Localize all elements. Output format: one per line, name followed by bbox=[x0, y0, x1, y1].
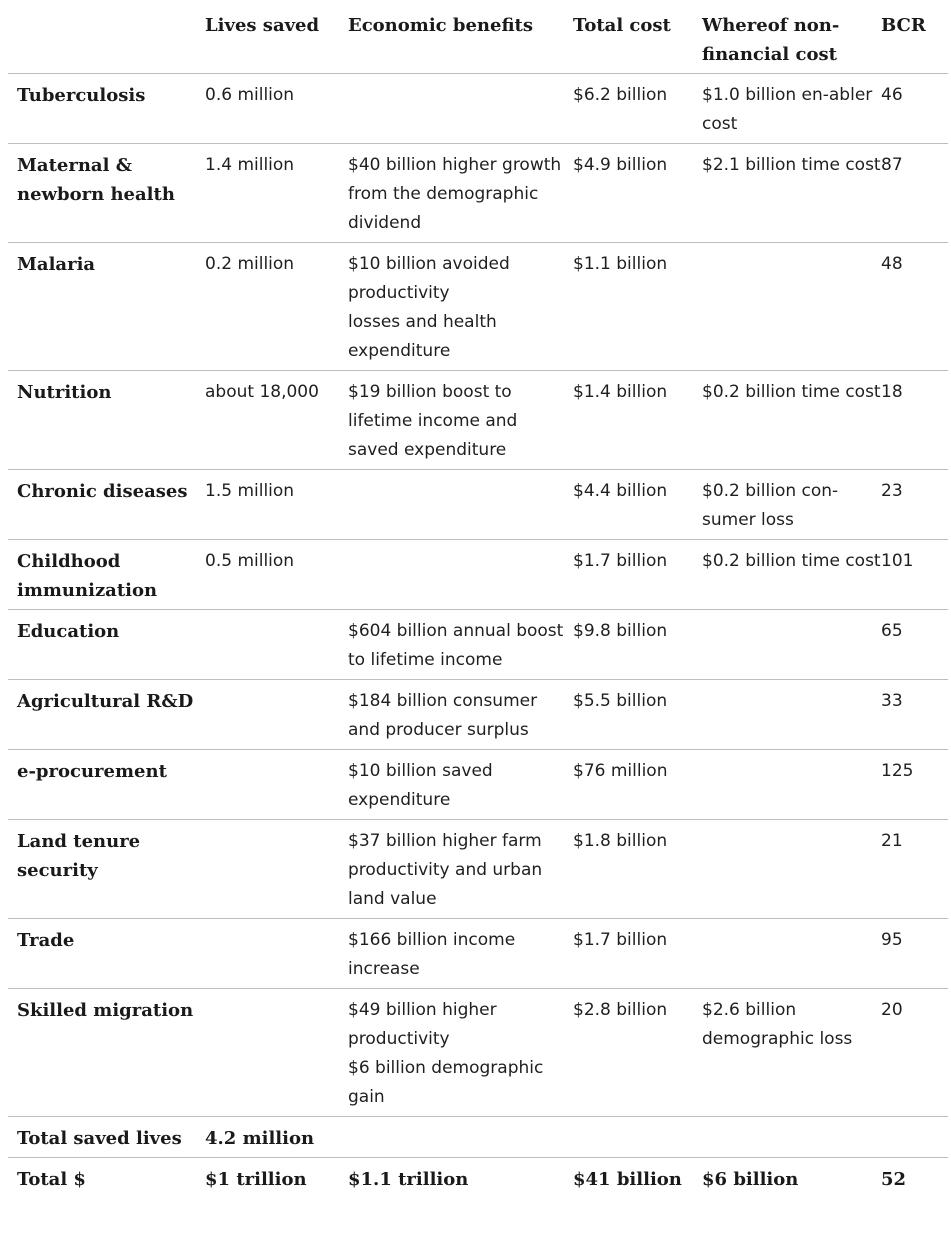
non-financial-cost-cell: $1.0 billion en-abler cost bbox=[702, 85, 873, 134]
total-cost-cell: $2.8 billion bbox=[573, 1000, 668, 1020]
economic-benefits-cell bbox=[348, 243, 573, 371]
total-dollars-row bbox=[8, 1158, 948, 1199]
total-cost-cell: $1.1 billion bbox=[573, 254, 668, 274]
table-row bbox=[8, 820, 948, 919]
lives-saved-cell bbox=[205, 820, 348, 919]
total-saved-lives-value: 4.2 million bbox=[205, 1128, 315, 1149]
economic-benefits-cell bbox=[348, 540, 573, 610]
non-financial-cost-cell bbox=[702, 820, 881, 919]
total-cost-cell: $76 million bbox=[573, 761, 668, 781]
non-financial-cost-cell bbox=[702, 919, 881, 989]
lives-saved-cell bbox=[205, 750, 348, 820]
non-financial-cost-cell bbox=[702, 680, 881, 750]
table-row bbox=[8, 989, 948, 1117]
non-financial-cost-cell bbox=[702, 750, 881, 820]
lives-saved-cell bbox=[205, 680, 348, 750]
benefit-line: $49 billion higher productivity bbox=[348, 1000, 497, 1049]
table-row bbox=[8, 243, 948, 371]
row-label: Trade bbox=[17, 930, 75, 951]
bcr-cell: 33 bbox=[881, 691, 903, 711]
total-dollars-nonfin: $6 billion bbox=[702, 1169, 799, 1190]
bcr-cell: 95 bbox=[881, 930, 903, 950]
non-financial-cost-cell: $0.2 billion time cost bbox=[702, 551, 881, 571]
benefit-line: $166 billion income increase bbox=[348, 930, 516, 979]
row-label: Agricultural R&D bbox=[17, 691, 194, 712]
economic-benefits-cell bbox=[348, 610, 573, 680]
lives-saved-cell: about 18,000 bbox=[205, 382, 319, 402]
total-dollars-benefits: $1.1 trillion bbox=[348, 1169, 469, 1190]
lives-saved-cell: 0.6 million bbox=[205, 85, 295, 105]
bcr-cell: 21 bbox=[881, 831, 903, 851]
empty-cell bbox=[702, 1117, 881, 1158]
total-saved-lives-label: Total saved lives bbox=[17, 1128, 182, 1149]
empty-cell bbox=[881, 1117, 948, 1158]
total-dollars-cost: $41 billion bbox=[573, 1169, 682, 1190]
total-cost-cell: $1.4 billion bbox=[573, 382, 668, 402]
empty-cell bbox=[348, 1117, 573, 1158]
table-row bbox=[8, 750, 948, 820]
table-row bbox=[8, 74, 948, 144]
header-total-cost: Total cost bbox=[573, 15, 671, 36]
bcr-cell: 87 bbox=[881, 155, 903, 175]
row-label: Education bbox=[17, 621, 120, 642]
economic-benefits-cell bbox=[348, 371, 573, 470]
total-cost-cell: $1.8 billion bbox=[573, 831, 668, 851]
non-financial-cost-cell: $0.2 billion con-sumer loss bbox=[702, 481, 839, 530]
header-lives-saved: Lives saved bbox=[205, 15, 320, 36]
header-economic-benefits: Economic benefits bbox=[348, 15, 534, 36]
total-cost-cell: $6.2 billion bbox=[573, 85, 668, 105]
header-bcr: BCR bbox=[881, 15, 926, 36]
lives-saved-cell bbox=[205, 989, 348, 1117]
benefit-line: $10 billion avoided productivity bbox=[348, 254, 510, 303]
row-label: Chronic diseases bbox=[17, 481, 188, 502]
total-dollars-bcr: 52 bbox=[881, 1169, 907, 1190]
table-row bbox=[8, 680, 948, 750]
bcr-cell: 48 bbox=[881, 254, 903, 274]
total-cost-cell: $9.8 billion bbox=[573, 621, 668, 641]
header-row bbox=[8, 0, 948, 74]
lives-saved-cell: 0.5 million bbox=[205, 551, 295, 571]
lives-saved-cell: 0.2 million bbox=[205, 254, 295, 274]
non-financial-cost-cell: $2.6 billion demographic loss bbox=[702, 1000, 853, 1049]
bcr-table bbox=[8, 0, 948, 1198]
row-label: Nutrition bbox=[17, 382, 112, 403]
benefit-line: $604 billion annual boost to lifetime income bbox=[348, 621, 564, 670]
total-dollars-lives: $1 trillion bbox=[205, 1169, 307, 1190]
economic-benefits-cell bbox=[348, 144, 573, 243]
row-label: Malaria bbox=[17, 254, 96, 275]
benefit-line: $10 billion saved expenditure bbox=[348, 761, 493, 810]
table-row bbox=[8, 540, 948, 610]
economic-benefits-cell bbox=[348, 470, 573, 540]
total-cost-cell: $4.9 billion bbox=[573, 155, 668, 175]
table-row bbox=[8, 144, 948, 243]
economic-benefits-cell bbox=[348, 989, 573, 1117]
row-label: Maternal & newborn health bbox=[17, 155, 175, 205]
non-financial-cost-cell bbox=[702, 243, 881, 371]
lives-saved-cell bbox=[205, 919, 348, 989]
bcr-cell: 125 bbox=[881, 761, 914, 781]
row-label: Tuberculosis bbox=[17, 85, 146, 106]
total-dollars-label: Total $ bbox=[17, 1169, 86, 1190]
total-cost-cell: $5.5 billion bbox=[573, 691, 668, 711]
bcr-cell: 46 bbox=[881, 85, 903, 105]
total-cost-cell: $1.7 billion bbox=[573, 551, 668, 571]
economic-benefits-cell bbox=[348, 820, 573, 919]
lives-saved-cell: 1.5 million bbox=[205, 481, 295, 501]
bcr-cell: 20 bbox=[881, 1000, 903, 1020]
table-row bbox=[8, 470, 948, 540]
empty-cell bbox=[573, 1117, 702, 1158]
bcr-cell: 23 bbox=[881, 481, 903, 501]
lives-saved-cell: 1.4 million bbox=[205, 155, 295, 175]
bcr-cell: 18 bbox=[881, 382, 903, 402]
row-label: Land tenure security bbox=[17, 831, 141, 881]
row-label: Skilled migration bbox=[17, 1000, 194, 1021]
economic-benefits-cell bbox=[348, 750, 573, 820]
economic-benefits-cell bbox=[348, 680, 573, 750]
bcr-cell: 101 bbox=[881, 551, 914, 571]
header-non-financial-cost: Whereof non-financial cost bbox=[702, 15, 840, 65]
benefit-line: $40 billion higher growth from the demographic dividend bbox=[348, 155, 562, 233]
lives-saved-cell bbox=[205, 610, 348, 680]
header-corner bbox=[8, 0, 205, 74]
total-cost-cell: $4.4 billion bbox=[573, 481, 668, 501]
table-body bbox=[8, 74, 948, 1199]
benefit-line: $6 billion demographic gain bbox=[348, 1058, 544, 1107]
non-financial-cost-cell: $0.2 billion time cost bbox=[702, 382, 881, 402]
benefit-line: $37 billion higher farm productivity and urban land value bbox=[348, 831, 543, 909]
economic-benefits-cell bbox=[348, 919, 573, 989]
table-row bbox=[8, 919, 948, 989]
row-label: e-procurement bbox=[17, 761, 167, 782]
benefit-line: $184 billion consumer and producer surplus bbox=[348, 691, 538, 740]
total-cost-cell: $1.7 billion bbox=[573, 930, 668, 950]
benefit-line: losses and health expenditure bbox=[348, 312, 497, 361]
total-saved-lives-row bbox=[8, 1117, 948, 1158]
economic-benefits-cell bbox=[348, 74, 573, 144]
non-financial-cost-cell: $2.1 billion time cost bbox=[702, 155, 881, 175]
table-row bbox=[8, 610, 948, 680]
benefit-line: $19 billion boost to lifetime income and saved expenditure bbox=[348, 382, 518, 460]
bcr-cell: 65 bbox=[881, 621, 903, 641]
non-financial-cost-cell bbox=[702, 610, 881, 680]
table-row bbox=[8, 371, 948, 470]
row-label: Childhood immunization bbox=[17, 551, 158, 601]
